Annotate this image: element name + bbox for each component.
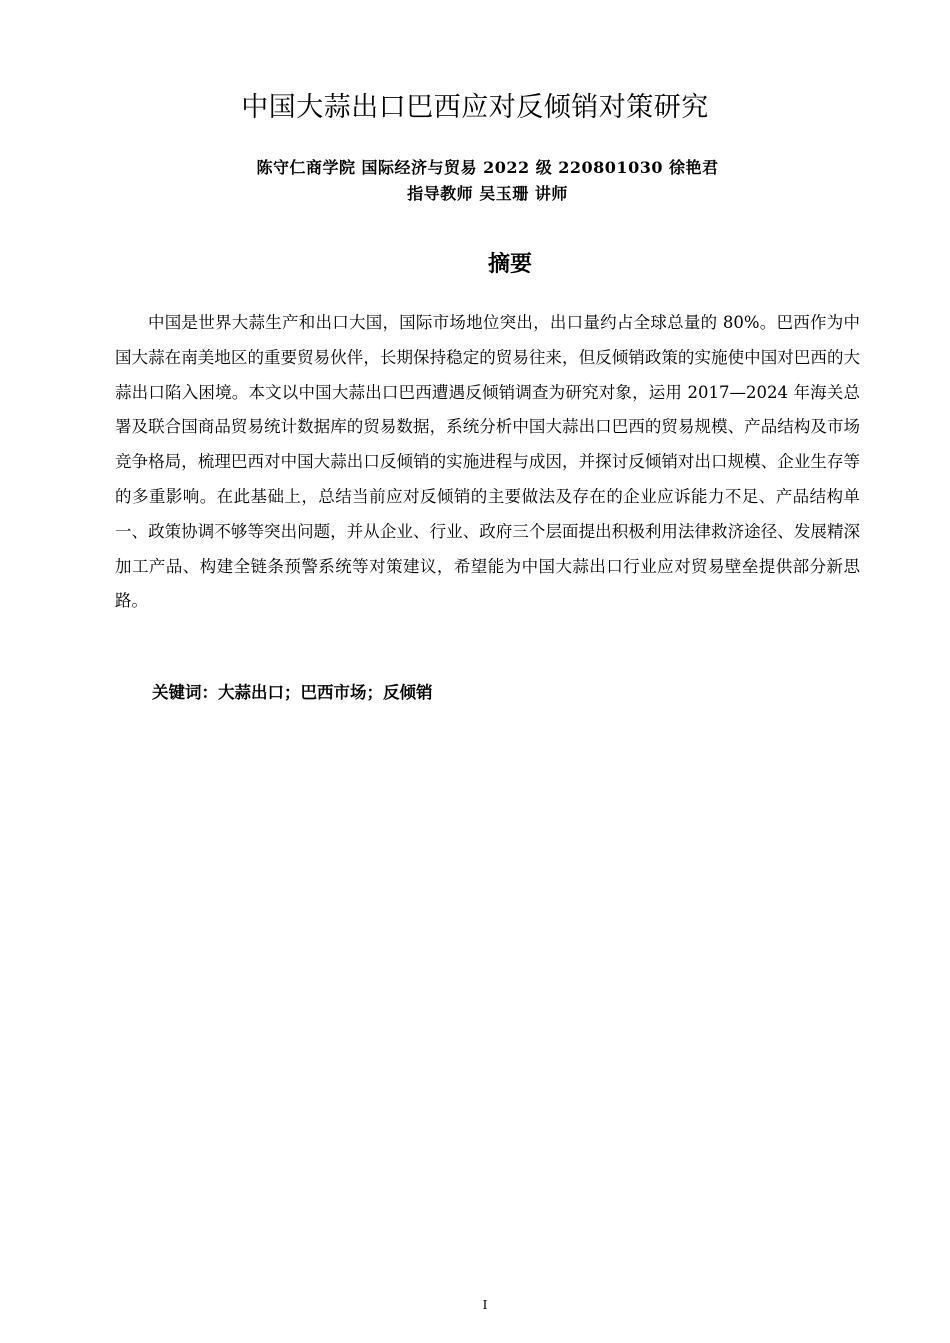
paper-title: 中国大蒜出口巴西应对反倾销对策研究 bbox=[241, 92, 709, 123]
abstract-body: 中国是世界大蒜生产和出口大国，国际市场地位突出，出口量约占全球总量的 80%。巴西作为中国大蒜在南美地区的重要贸易伙伴，长期保持稳定的贸易往来，但反倾销政策的实施使中国对巴西的大蒜出口陷入困境。本文以中国大蒜出口巴西遭遇反倾销调查为研究对象，运用 2017—2024 年海关总署及联合国商品贸易统计数据库的贸易数据，系统分析中国大蒜出口巴西的贸易规模、产品结构及市场竞争格局，梳理巴西对中国大蒜出口反倾销的实施进程与成因，并探讨反倾销对出口规模、企业生存等的多重影响。在此基础上，总结当前应对反倾销的主要做法及存在的企业应诉能力不足、产品结构单一、政策协调不够等突出问题，并从企业、行业、政府三个层面提出积极利用法律救济途径、发展精深加工产品、构建全链条预警系统等对策建议，希望能为中国大蒜出口行业应对贸易壁垒提供部分新思路。 bbox=[115, 313, 860, 611]
author-info: 陈守仁商学院 国际经济与贸易 2022 级 220801030 徐艳君 bbox=[256, 158, 719, 177]
advisor-info: 指导教师 吴玉珊 讲师 bbox=[407, 184, 568, 203]
keywords-line: 关键词：大蒜出口；巴西市场；反倾销 bbox=[152, 683, 433, 702]
abstract-heading: 摘要 bbox=[487, 252, 532, 277]
page-number: I bbox=[482, 1298, 488, 1312]
